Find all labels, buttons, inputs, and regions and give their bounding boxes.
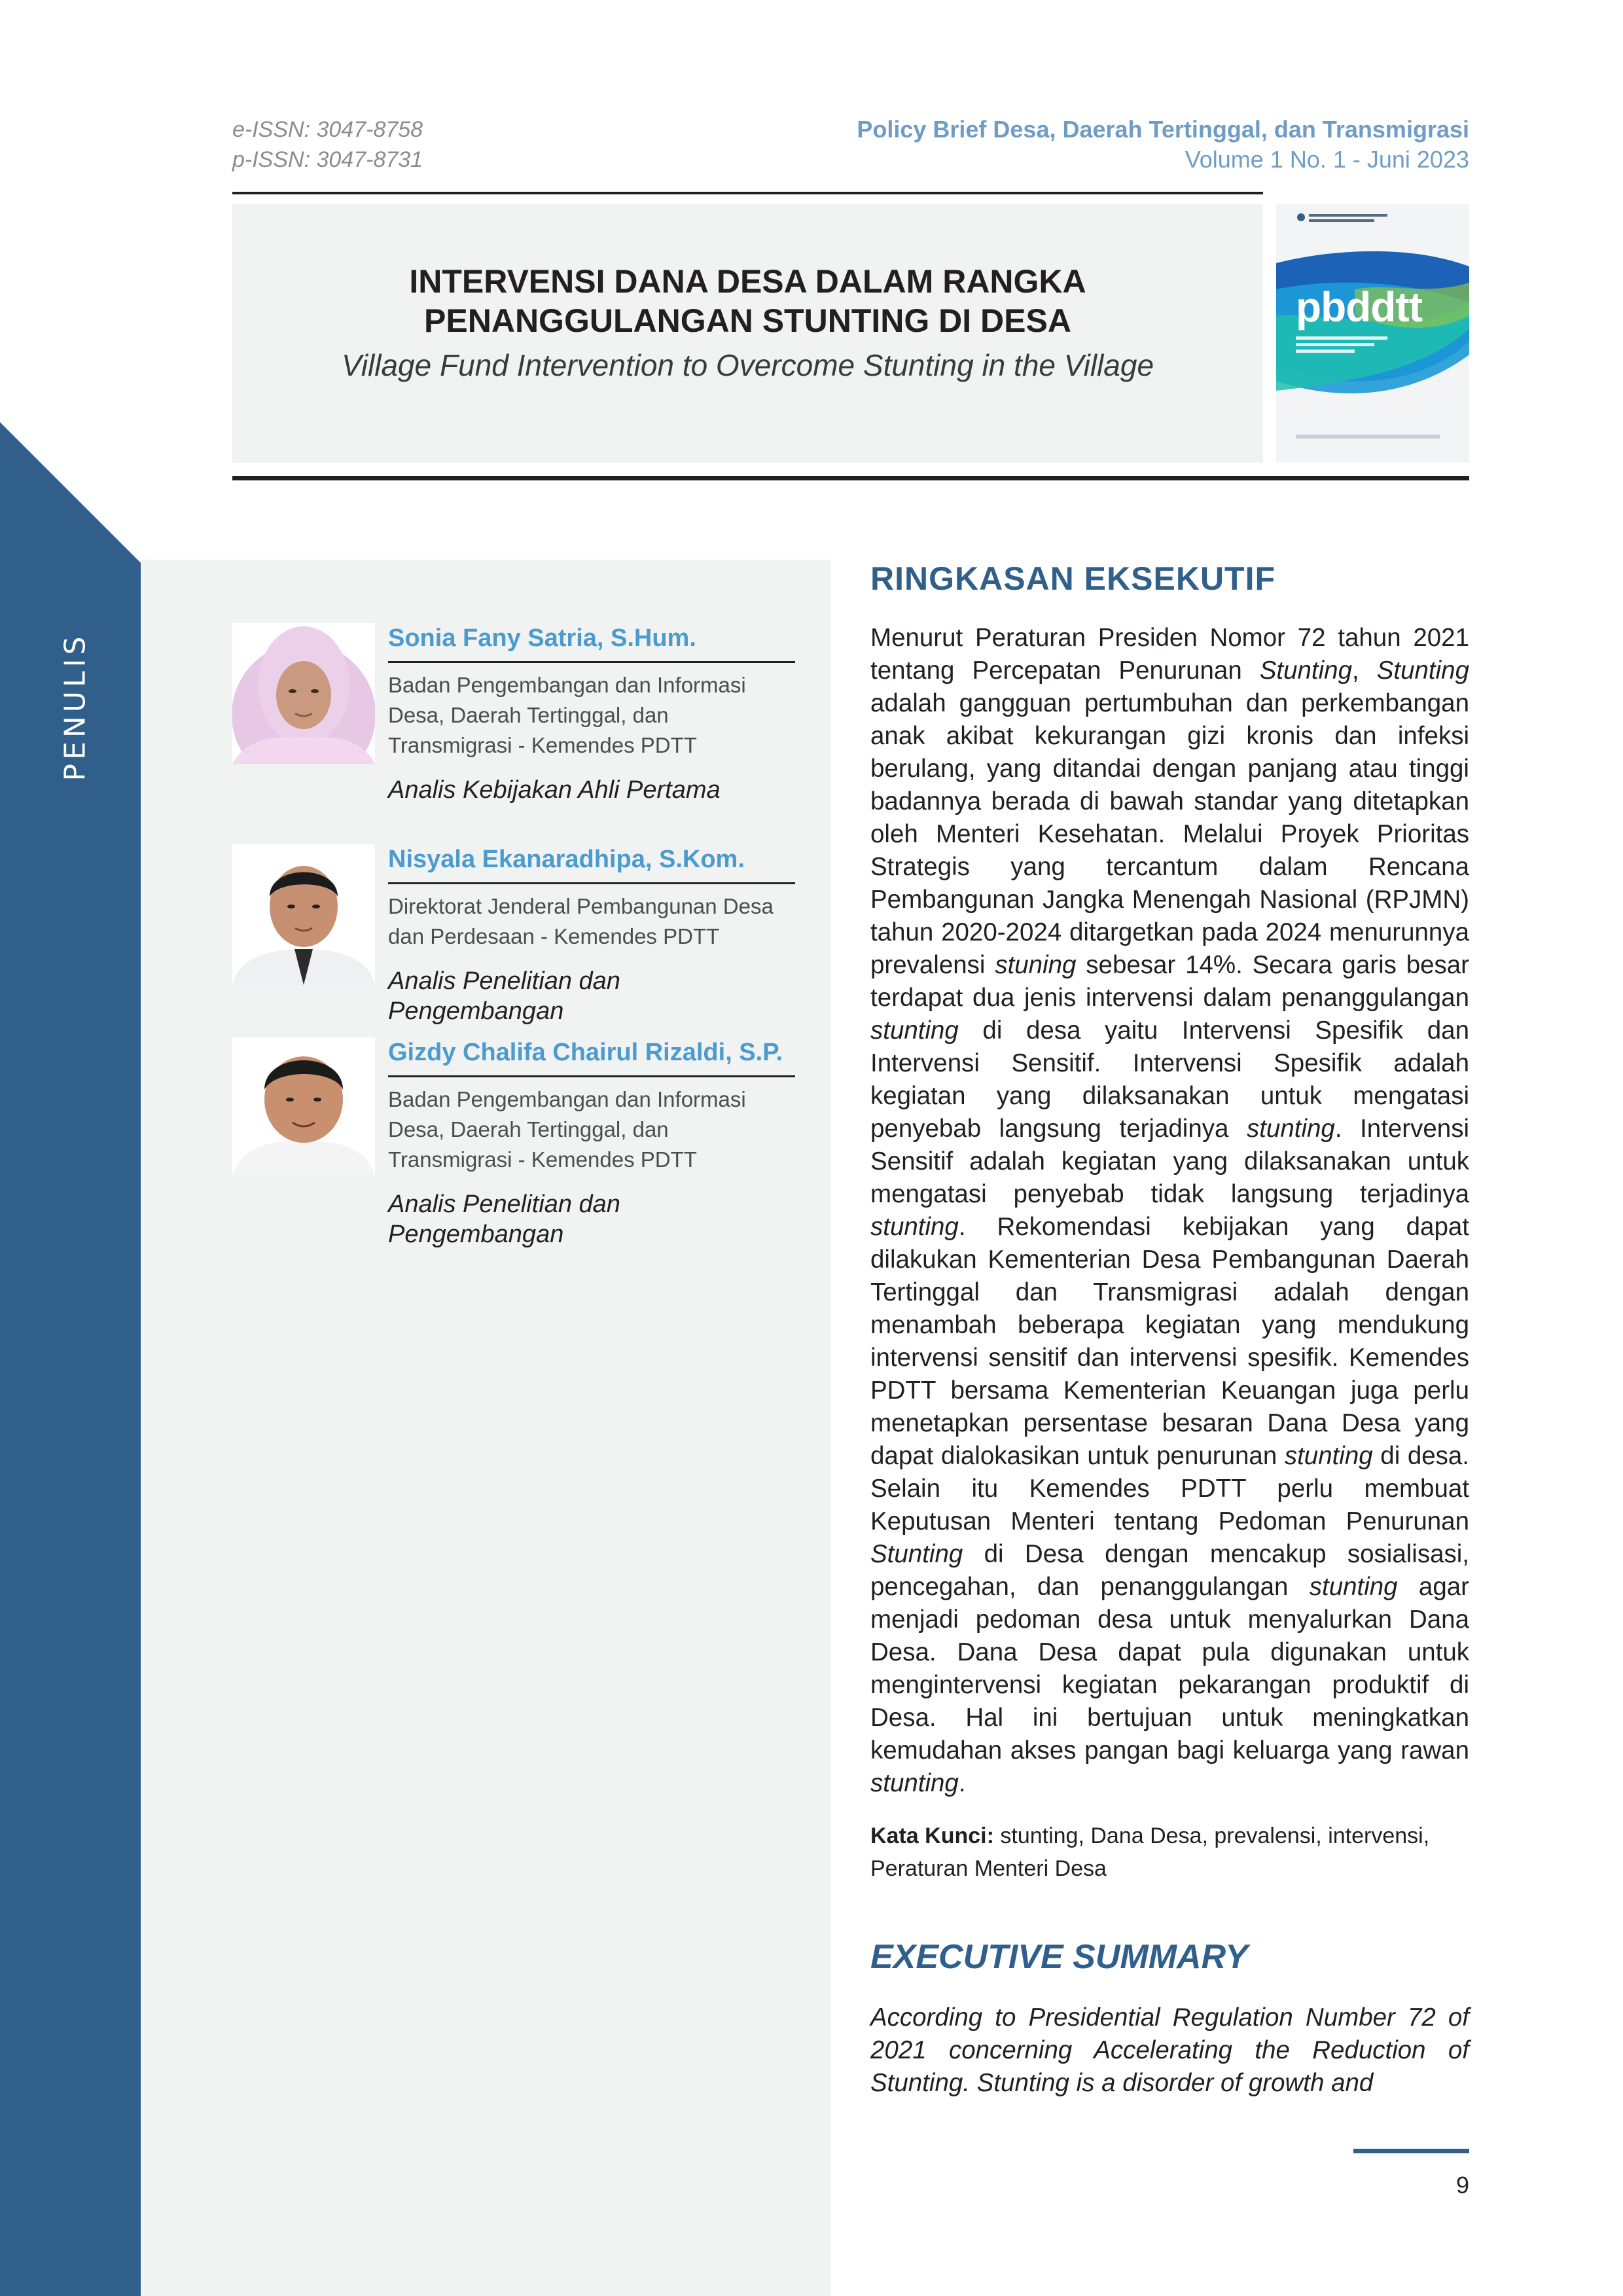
italic-term: stunting [1246,1115,1335,1143]
title-rule [232,476,1469,480]
italic-term: stunting [1284,1442,1373,1470]
text-run: , [1352,656,1377,685]
keywords-label: Kata Kunci: [870,1823,994,1848]
author-name: Nisyala Ekanaradhipa, S.Kom. [388,844,795,884]
page-number-bar [1353,2149,1469,2153]
side-band [0,0,141,2296]
page-number: 9 [1455,2172,1469,2198]
italic-term: stunting [1309,1573,1398,1601]
author-card [232,844,795,1025]
author-panel [141,560,831,2296]
text-run: di desa. Selain itu Kemendes PDTT perlu membuat Keputusan Menteri tentang Pedoman Penurunan [870,1442,1470,1535]
journal-block [857,115,1469,175]
text-run: di Desa dengan mencakup sosialisasi, pencegahan, dan penanggulangan [870,1540,1469,1601]
executive-summary-text: According to Presidential Regulation Number 72 of 2021 concerning Accelerating the Reduction of Stunting. Stunting is a disorder of growth and [870,2003,1469,2097]
paper-subtitle: Village Fund Intervention to Overcome Stunting in the Village [341,348,1154,382]
ringkasan-heading: RINGKASAN EKSEKUTIF [870,560,1276,597]
author-name: Gizdy Chalifa Chairul Rizaldi, S.P. [388,1037,795,1077]
keywords-list: stunting, Dana Desa, prevalensi, intervensi, Peraturan Menteri Desa [870,1823,1430,1881]
author-affiliation: Badan Pengembangan dan Informasi Desa, Daerah Tertinggal, dan Transmigrasi - Kemendes PDTT [388,673,746,757]
cover-logo-caption [1296,335,1394,355]
author-photo [232,1037,375,1178]
author-card [232,1037,795,1248]
author-photo [232,623,375,764]
text-run: . [958,1769,966,1797]
author-affiliation: Badan Pengembangan dan Informasi Desa, Daerah Tertinggal, dan Transmigrasi - Kemendes PDTT [388,1087,746,1172]
text-run: Menurut Peraturan Presiden Nomor 72 tahun 2021 tentang Percepatan Penurunan [870,624,1469,685]
title-box [232,204,1263,463]
italic-term: Stunting [1376,656,1469,685]
italic-term: stunting [870,1213,959,1241]
author-photo [232,844,375,985]
journal-title: Policy Brief Desa, Daerah Tertinggal, dan Transmigrasi [857,116,1469,143]
italic-term: Stunting [870,1540,963,1568]
text-run: . Rekomendasi kebijakan yang dapat dilakukan Kementerian Desa Pembangunan Daerah Tertinggal dan Transmigrasi adalah dengan menambah beberapa kegiatan yang mendukung intervensi sensitif dan intervensi spesifik. Kemendes PDTT bersama Kementerian Keuangan juga perlu menetapkan persentase besaran Dana Desa yang dapat dialokasikan untuk penurunan [870,1213,1469,1470]
keywords [870,1820,1469,1885]
italic-term: stunting [870,1016,959,1045]
header-rule [232,192,1263,194]
text-run: agar menjadi pedoman desa untuk menyalurkan Dana Desa. Dana Desa dapat pula digunakan untuk mengintervensi kegiatan pekarangan produktif di Desa. Hal ini bertujuan untuk meningkatkan kemudahan akses pangan bagi keluarga yang rawan [870,1573,1469,1765]
pissn: p-ISSN: 3047-8731 [232,147,423,172]
cover-logo-text: pbddtt [1296,283,1422,331]
eissn: e-ISSN: 3047-8758 [232,117,423,142]
cover-footer-line [1296,435,1440,439]
journal-cover-thumbnail [1276,204,1469,463]
italic-term: stunting [870,1769,959,1797]
ringkasan-body [870,622,1469,1800]
cover-wave-graphic [1276,204,1469,463]
italic-term: Stunting [1259,656,1353,685]
author-name: Sonia Fany Satria, S.Hum. [388,623,795,663]
italic-term: stuning [995,951,1077,979]
issn-block [232,115,423,175]
text-run: . Intervensi Sensitif adalah kegiatan yang dilaksanakan untuk mengatasi penyebab tidak langsung terjadinya [870,1115,1469,1208]
paper-title-line1: INTERVENSI DANA DESA DALAM RANGKA [409,263,1086,300]
text-run: adalah gangguan pertumbuhan dan perkembangan anak akibat kekurangan gizi kronis dan infeksi berulang, yang ditandai dengan panjang atau tinggi badannya berada di bawah standar yang ditetapkan oleh Menteri Kesehatan. Melalui Proyek Prioritas Strategis yang tercantum dalam Rencana Pembangunan Jangka Menengah Nasional (RPJMN) tahun 2020-2024 ditargetkan pada 2024 menurunnya prevalensi [870,689,1469,979]
executive-summary-heading: EXECUTIVE SUMMARY [870,1938,1248,1976]
text-run: di desa yaitu Intervensi Spesifik dan Intervensi Sensitif. Intervensi Spesifik adalah kegiatan yang dilaksanakan untuk mengatasi penyebab langsung terjadinya [870,1016,1469,1143]
text-run: sebesar 14%. Secara garis besar terdapat dua jenis intervensi dalam penanggulangan [870,951,1469,1012]
author-card [232,623,795,819]
author-role: Analis Kebijakan Ahli Pertama [388,776,721,804]
author-affiliation: Direktorat Jenderal Pembangunan Desa dan Perdesaan - Kemendes PDTT [388,894,774,948]
side-label-penulis: PENULIS [58,632,92,781]
paper-title [232,262,1263,340]
journal-volume: Volume 1 No. 1 - Juni 2023 [1185,146,1469,173]
author-role: Analis Penelitian dan Pengembangan [388,967,620,1025]
author-role: Analis Penelitian dan Pengembangan [388,1191,620,1248]
paper-title-line2: PENANGGULANGAN STUNTING DI DESA [424,302,1071,339]
